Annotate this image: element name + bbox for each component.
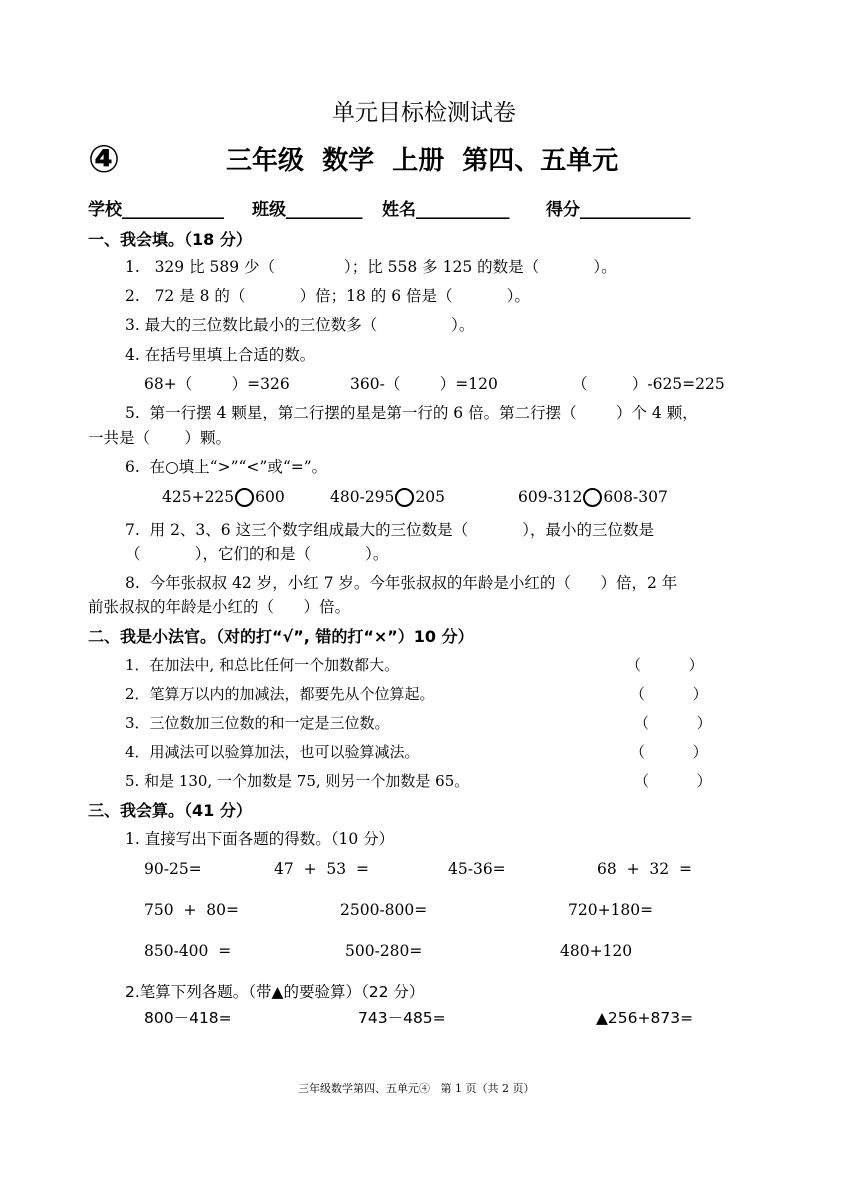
question-1-7-line2: （ ），它们的和是（ ）。 xyxy=(125,545,389,563)
compare-a-right: 600 xyxy=(255,488,285,506)
mental-calc: 750 + 80= xyxy=(144,901,239,919)
judge-item-3: 3．三位数加三位数的和一定是三位数。 xyxy=(125,714,390,732)
compare-c-right: 608-307 xyxy=(603,488,668,506)
compare-a xyxy=(162,488,285,507)
mental-calc: 500-280= xyxy=(345,942,423,960)
mental-calc: 45-36= xyxy=(448,860,506,878)
mental-calc: 850-400 = xyxy=(144,942,232,960)
judge-item-5: 5. 和是 130, 一个加数是 75, 则另一个加数是 65。 xyxy=(125,772,470,790)
mental-calc: 47 + 53 = xyxy=(274,860,369,878)
question-1-8-line2: 前张叔叔的年龄是小红的（ ）倍。 xyxy=(88,598,351,616)
question-1-7-line1: 7. 用 2、3、6 这三个数字组成最大的三位数是（ ），最小的三位数是 xyxy=(125,521,655,539)
judge-answer-5[interactable]: （ ） xyxy=(634,772,712,790)
section-1-heading: 一、我会填。（18 分） xyxy=(88,230,252,249)
exam-title: 单元目标检测试卷 xyxy=(332,100,516,126)
judge-item-4: 4．用减法可以验算加法，也可以验算减法。 xyxy=(125,743,420,761)
name-field: 姓名___________ xyxy=(382,200,510,220)
compare-a-left: 425+225 xyxy=(162,488,235,506)
section-3-heading: 三、我会算。（41 分） xyxy=(88,801,252,820)
mental-calc: 90-25= xyxy=(144,860,202,878)
written-calc: 800－418= xyxy=(144,1009,232,1027)
compare-circle-c[interactable] xyxy=(583,488,602,507)
compare-c-left: 609-312 xyxy=(518,488,583,506)
question-1-6: 6. 在○填上“>”“<”或“=”。 xyxy=(125,458,328,476)
mental-calc: 480+120 xyxy=(560,942,633,960)
question-1-8-line1: 8. 今年张叔叔 42 岁，小红 7 岁。今年张叔叔的年龄是小红的（ ）倍，2 年 xyxy=(125,574,678,592)
exam-subtitle: 三年级 数学 上册 第四、五单元 xyxy=(226,146,619,176)
mental-calc: 2500-800= xyxy=(340,901,428,919)
compare-b-right: 205 xyxy=(415,488,446,506)
page-footer: 三年级数学第四、五单元④ 第 1 页（共 2 页） xyxy=(298,1082,535,1095)
section-3-sub2: 2.笔算下列各题。（带▲的要验算）（22 分） xyxy=(125,983,425,1001)
judge-answer-2[interactable]: （ ） xyxy=(630,685,708,703)
compare-b xyxy=(330,488,445,507)
compare-circle-b[interactable] xyxy=(395,488,414,507)
question-1-5-line1: 5. 第一行摆 4 颗星，第二行摆的星是第一行的 6 倍。第二行摆（ ）个 4 颗， xyxy=(125,404,698,422)
question-1-4c: （ ）-625=225 xyxy=(572,375,725,393)
judge-answer-4[interactable]: （ ） xyxy=(630,743,708,761)
section-2-heading: 二、我是小法官。（对的打“√”, 错的打“×”）10 分） xyxy=(88,627,474,646)
mental-calc: 68 + 32 = xyxy=(597,860,692,878)
school-field: 学校____________ xyxy=(88,200,224,220)
question-1-5-line2: 一共是（ ）颗。 xyxy=(88,429,231,447)
section-3-sub1: 1. 直接写出下面各题的得数。（10 分） xyxy=(125,830,395,848)
unit-number-mark: ④ xyxy=(88,137,121,181)
judge-answer-1[interactable]: （ ） xyxy=(626,656,704,674)
question-1-4a: 68+（ ）=326 xyxy=(144,375,290,393)
question-1-3: 3. 最大的三位数比最小的三位数多（ ）。 xyxy=(125,316,475,334)
class-field: 班级_________ xyxy=(252,200,363,220)
compare-circle-a[interactable] xyxy=(235,488,254,507)
judge-item-2: 2．笔算万以内的加减法，都要先从个位算起。 xyxy=(125,685,435,703)
score-field: 得分_____________ xyxy=(546,200,691,220)
written-calc: ▲256+873= xyxy=(596,1009,694,1027)
question-1-2: 2. 72 是 8 的（ ）倍；18 的 6 倍是（ ）。 xyxy=(125,287,530,305)
judge-item-1: 1．在加法中, 和总比任何一个加数都大。 xyxy=(125,656,400,674)
compare-c xyxy=(518,488,668,507)
question-1-4: 4. 在括号里填上合适的数。 xyxy=(125,346,316,364)
question-1-1: 1. 329 比 589 少（ ）；比 558 多 125 的数是（ ）。 xyxy=(125,258,617,276)
judge-answer-3[interactable]: （ ） xyxy=(634,714,712,732)
mental-calc: 720+180= xyxy=(568,901,654,919)
question-1-4b: 360-（ ）=120 xyxy=(350,375,498,393)
compare-b-left: 480-295 xyxy=(330,488,395,506)
written-calc: 743－485= xyxy=(358,1009,446,1027)
